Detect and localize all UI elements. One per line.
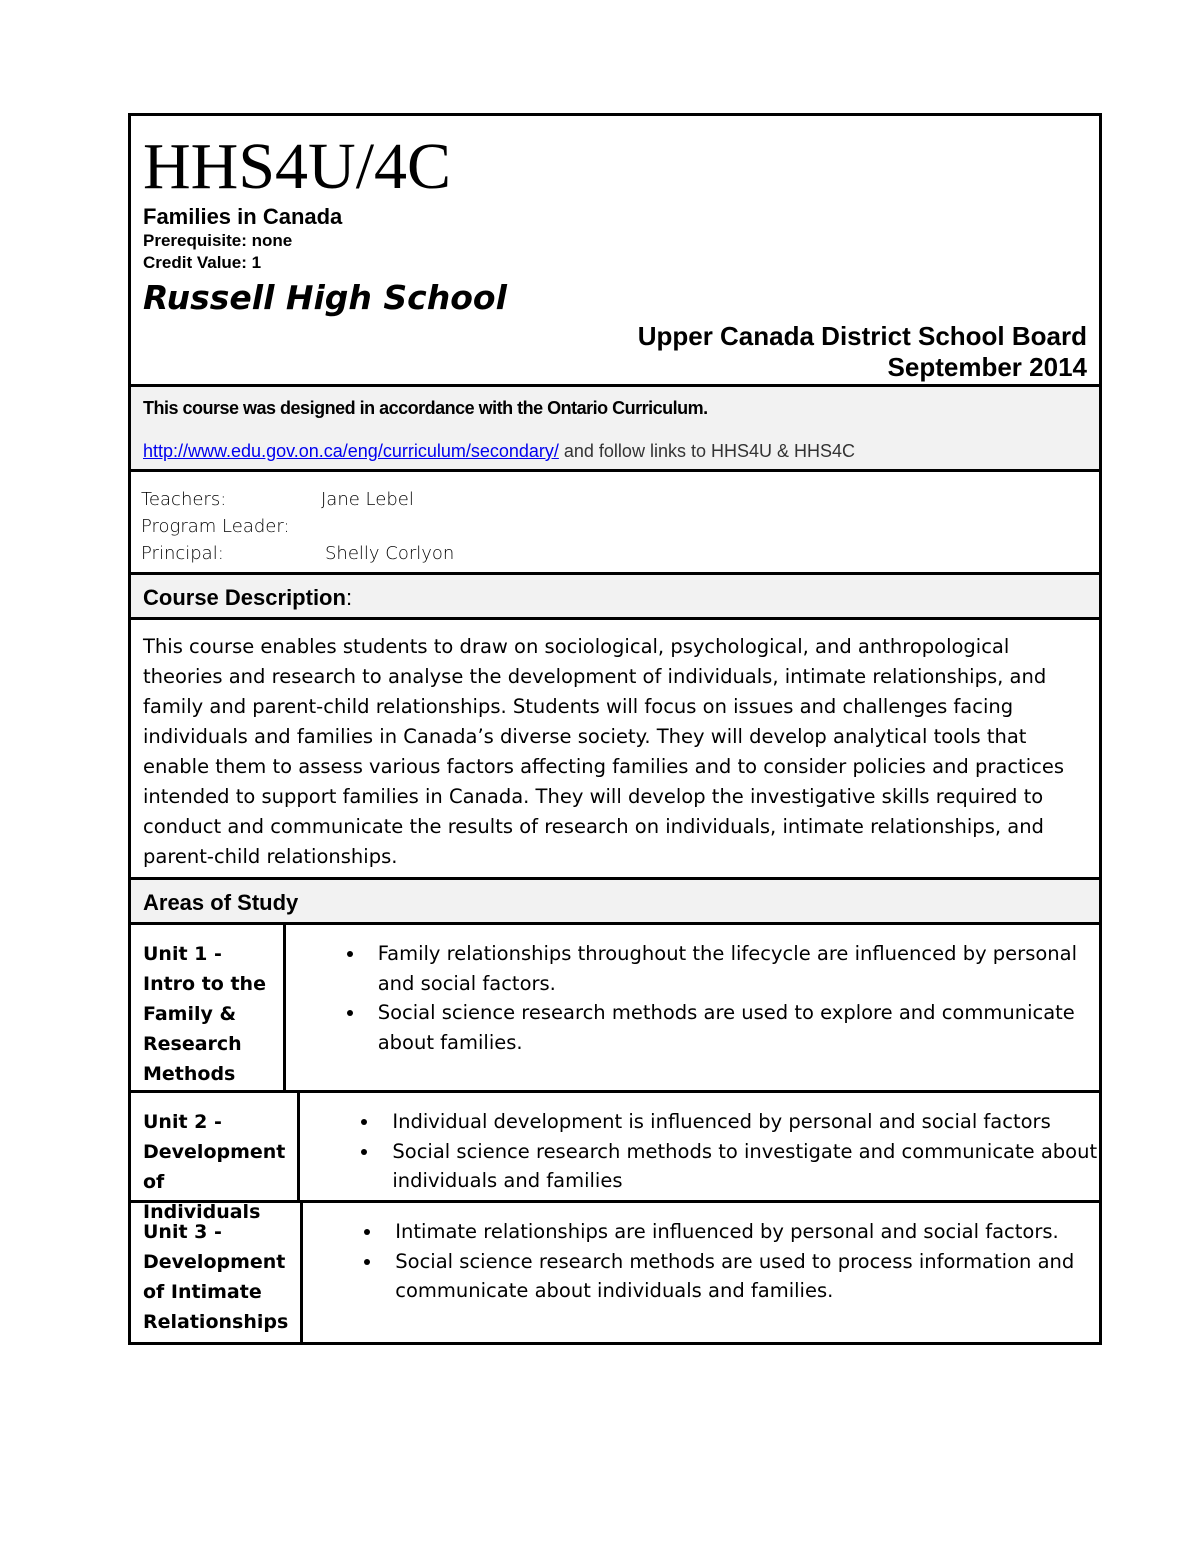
staff-row — [141, 513, 1089, 540]
date: September 2014 — [887, 352, 1087, 382]
staff-value: Jane Lebel — [321, 489, 414, 510]
unit-row — [131, 1203, 1099, 1342]
school-name: Russell High School — [143, 278, 507, 317]
link-suffix: and follow links to HHS4U & HHS4C — [558, 441, 856, 461]
list-item: • Social science research methods to investigate and communicate about individuals and families — [380, 1137, 1099, 1196]
course-outline — [128, 113, 1102, 1345]
course-description-text: This course enables students to draw on sociological, psychological, and anthropological theories and research to analyse the development of individuals, intimate relationships, and family and parent-child relationships. Students will focus on issues and challenges facing individuals and families in Canada’s diverse society. They will develop analytical tools that enable them to assess various factors affecting families and to consider policies and practices intended to support families in Canada. They will develop the investigative skills required to conduct and communicate the results of research on individuals, intimate relationships, and parent-child relationships. — [131, 620, 1099, 880]
heading-text: Course Description — [143, 585, 346, 610]
curriculum-section — [131, 387, 1099, 472]
list-item: • Family relationships throughout the lifecycle are influenced by personal and social factors. — [366, 939, 1099, 998]
credit-value: Credit Value: 1 — [143, 253, 262, 272]
header-section — [131, 116, 1099, 387]
unit-points — [286, 925, 1099, 1090]
unit-row — [131, 1093, 1099, 1223]
unit-row — [131, 925, 1099, 1093]
course-code: HHS4U/4C — [143, 130, 452, 203]
unit-title: Unit 2 - Development of Individuals — [131, 1093, 300, 1200]
staff-label: Teachers: — [141, 489, 227, 510]
curriculum-link-line — [143, 441, 1087, 462]
list-item: • Individual development is influenced by personal and social factors — [380, 1107, 1099, 1137]
list-item: • Intimate relationships are influenced by personal and social factors. — [383, 1217, 1099, 1247]
curriculum-statement: This course was designed in accordance with the Ontario Curriculum. — [143, 398, 708, 418]
unit-points — [300, 1093, 1099, 1200]
unit-title: Unit 1 - Intro to the Family & Research Methods — [131, 925, 286, 1090]
staff-label: Program Leader: — [141, 516, 290, 537]
staff-value: Shelly Corlyon — [325, 543, 455, 564]
board-name: Upper Canada District School Board — [637, 321, 1087, 351]
staff-row — [141, 486, 1089, 513]
board-block — [638, 321, 1087, 383]
staff-section — [131, 472, 1099, 575]
heading-colon: : — [345, 585, 353, 610]
unit-title: Unit 3 - Development of Intimate Relationships — [131, 1203, 303, 1342]
unit-points — [303, 1203, 1099, 1342]
course-description-heading — [131, 575, 1099, 620]
prerequisite: Prerequisite: none — [143, 231, 293, 250]
staff-label: Principal: — [141, 543, 224, 564]
curriculum-link[interactable]: http://www.edu.gov.on.ca/eng/curriculum/secondary/ — [143, 441, 559, 461]
course-title: Families in Canada — [143, 204, 343, 229]
list-item: • Social science research methods are used to process information and communicate about individuals and families. — [383, 1247, 1099, 1306]
staff-row — [141, 540, 1089, 567]
areas-of-study-heading: Areas of Study — [131, 880, 1099, 925]
list-item: • Social science research methods are used to explore and communicate about families. — [366, 998, 1099, 1057]
